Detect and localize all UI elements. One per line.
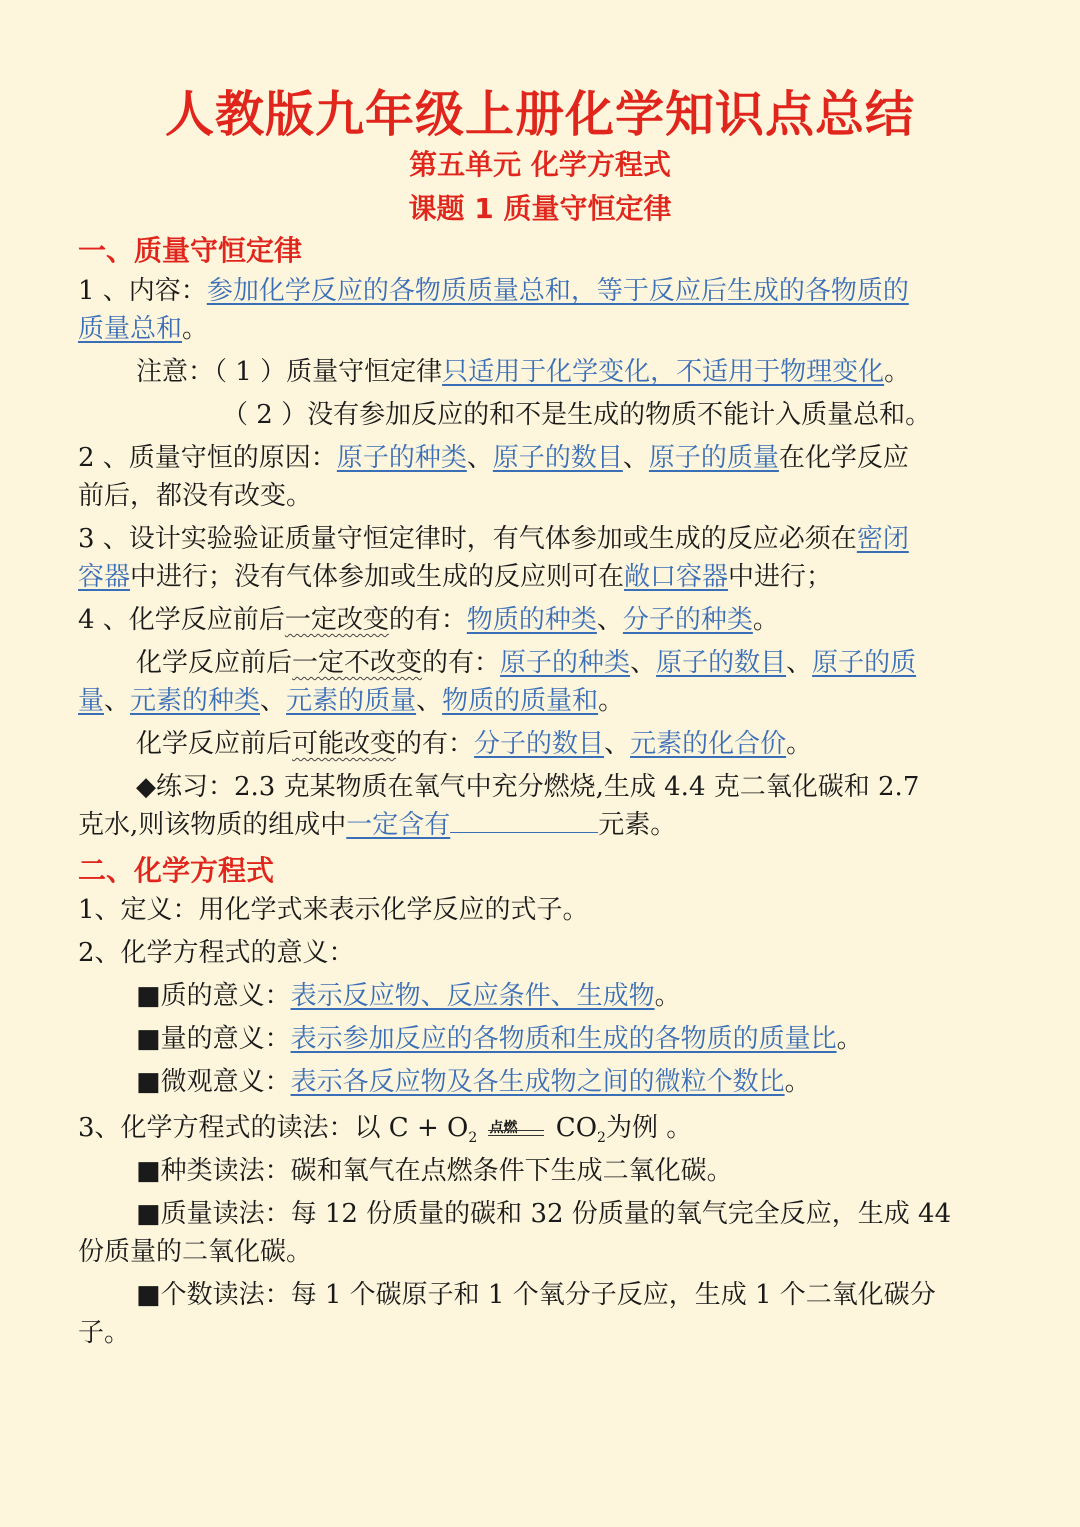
exercise-line-b: 克水,则该物质的组成中一定含有 元素。	[78, 810, 677, 840]
content-line-1a: 1 、内容：参加化学反应的各物质质量总和，等于反应后生成的各物质的	[78, 276, 909, 306]
experiment-line-b: 容器中进行；没有气体参加或生成的反应则可在敞口容器中进行；	[78, 562, 833, 592]
change-line: 4 、化学反应前后一定改变的有：物质的种类、分子的种类。	[78, 605, 779, 635]
meaning-quality: ■质的意义：表示反应物、反应条件、生成物。	[136, 981, 681, 1011]
note-1: 注意：（ 1 ）质量守恒定律只适用于化学变化，不适用于物理变化。	[136, 357, 911, 387]
unchanged-line-b: 量、元素的种类、元素的质量、物质的质量和。	[78, 686, 625, 716]
exercise-line-a: ◆练习：2.3 克某物质在氧气中充分燃烧,生成 4.4 克二氧化碳和 2.7	[136, 772, 920, 802]
reason-line-b: 前后，都没有改变。	[78, 481, 313, 511]
note-2: （ 2 ）没有参加反应的和不是生成的物质不能计入质量总和。	[222, 400, 932, 430]
unit-heading: 第五单元 化学方程式	[409, 148, 671, 181]
experiment-line-a: 3 、设计实验验证质量守恒定律时，有气体参加或生成的反应必须在密闭	[78, 524, 909, 554]
reading-mass-b: 份质量的二氧化碳。	[78, 1237, 313, 1267]
meaning-heading: 2、化学方程式的意义：	[78, 938, 355, 968]
reading-mass-a: ■质量读法：每 12 份质量的碳和 32 份质量的氧气完全反应，生成 44	[136, 1199, 952, 1229]
section-2-heading: 二、化学方程式	[78, 854, 275, 887]
reading-count-a: ■个数读法：每 1 个碳原子和 1 个氧分子反应，生成 1 个二氧化碳分	[136, 1280, 936, 1310]
meaning-quantity: ■量的意义：表示参加反应的各物质和生成的各物质的质量比。	[136, 1024, 863, 1054]
answer-blank	[450, 808, 598, 833]
reading-kind: ■种类读法：碳和氧气在点燃条件下生成二氧化碳。	[136, 1156, 733, 1186]
content-line-1b: 质量总和。	[78, 314, 209, 344]
reading-heading: 3、化学方程式的读法：以 $C + O_2$ 点燃 $CO_2$为例 。	[78, 1113, 693, 1147]
section-1-heading: 一、质量守恒定律	[78, 234, 303, 267]
reading-count-b: 子。	[78, 1318, 131, 1348]
reaction-arrow: 点燃	[486, 1114, 548, 1144]
unchanged-line-a: 化学反应前后一定不改变的有：原子的种类、原子的数目、原子的质	[136, 648, 917, 678]
reason-line-a: 2 、质量守恒的原因：原子的种类、原子的数目、原子的质量在化学反应	[78, 443, 909, 473]
page-title: 人教版九年级上册化学知识点总结	[164, 86, 915, 143]
definition-line: 1、定义：用化学式来表示化学反应的式子。	[78, 895, 589, 925]
lesson-heading: 课题 1 质量守恒定律	[408, 192, 672, 225]
maybe-change-line: 化学反应前后可能改变的有：分子的数目、元素的化合价。	[136, 729, 813, 759]
meaning-micro: ■微观意义：表示各反应物及各生成物之间的微粒个数比。	[136, 1067, 811, 1097]
